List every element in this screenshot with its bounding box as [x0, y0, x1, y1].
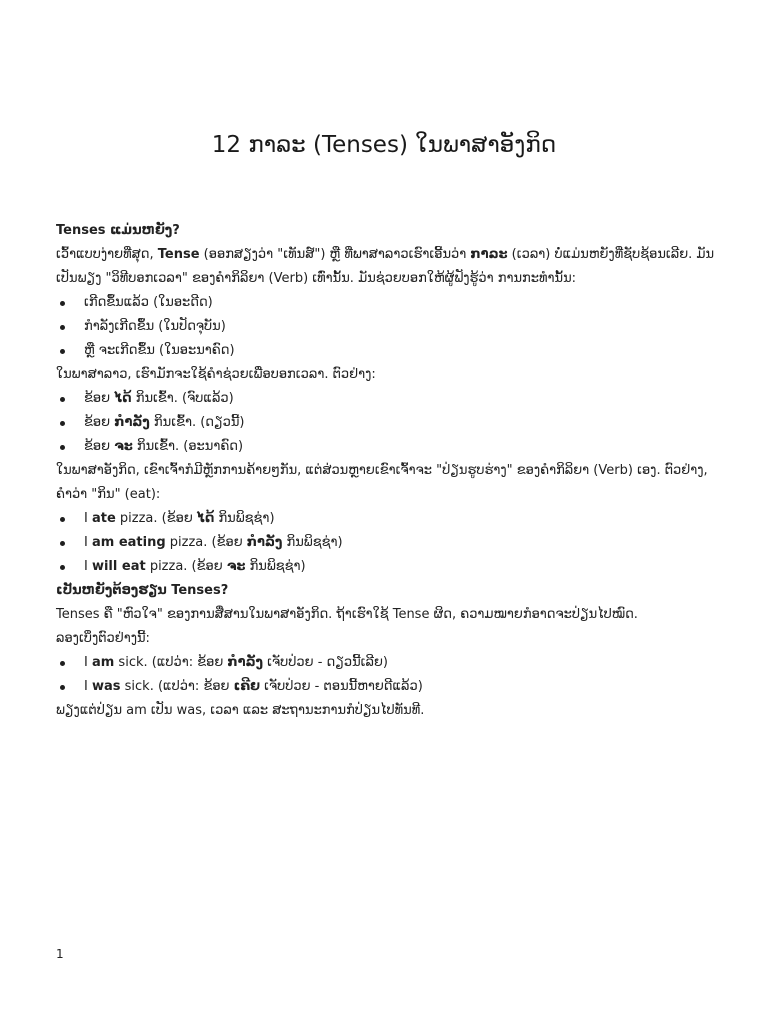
text-run: ເຈັບປ່ວຍ - ດຽວນີ້ເລີຍ) — [263, 655, 388, 670]
bullet-icon — [60, 685, 65, 690]
text-run: I — [84, 511, 92, 526]
bullet-icon — [60, 445, 65, 450]
bold-text: was — [91, 679, 121, 694]
text-run: pizza. (ຂ້ອຍ — [115, 511, 197, 526]
bold-text: Tense — [157, 247, 200, 262]
bold-text: ກຳລັງ — [227, 655, 264, 670]
text-run: ກິນພິຊຊ່າ) — [245, 559, 306, 574]
text-run: ໃນພາສາອັງກິດ, ເຂົາເຈົ້າກໍມີຫຼັກການຄ້າຍໆກັນ, ແຕ່ສ່ວນຫຼາຍເຂົາເຈົ້າຈະ "ປ່ຽນຮູບຮ່າງ" ຂອງຄຳກິລິຍາ (Verb) ເອງ. ຕົວຢ່າງ, ຄຳວ່າ "ກິນ" (eat): — [56, 463, 708, 502]
text-run: pizza. (ຂ້ອຍ — [165, 535, 247, 550]
list-item — [56, 387, 726, 411]
list-item — [56, 507, 726, 531]
text-run: (ເວລາ) ບໍ່ແມ່ນຫຍັງທີ່ຊັບຊ້ອນເລີຍ. ມັນເປັນພຽງ "ວິທີບອກເວລາ" ຂອງຄຳກິລິຍາ (Verb) ເທົ່ານັ້ນ. ມັນຊ່ວຍບອກໃຫ້ຜູ້ຟັງຮູ້ວ່າ ການກະທຳນັ້ນ: — [56, 247, 715, 286]
why-paragraph — [56, 603, 726, 627]
english-example-intro — [56, 459, 726, 507]
bold-text: am — [91, 655, 115, 670]
page-number: 1 — [56, 947, 64, 961]
text-run: ກິນເຂົ້າ. (ອະນາຄົດ) — [132, 439, 244, 454]
text-run: ຂ້ອຍ — [84, 415, 115, 430]
intro-paragraph — [56, 243, 726, 291]
list-item — [56, 411, 726, 435]
bold-text: ກຳລັງ — [114, 415, 150, 430]
text-run: sick. (ແປວ່າ: ຂ້ອຍ — [114, 655, 228, 670]
bold-text: will eat — [91, 559, 146, 574]
bold-text: ຈະ — [226, 559, 246, 574]
text-run: I — [84, 559, 92, 574]
text-run: ຂ້ອຍ — [84, 391, 115, 406]
bold-text: ຈະ — [114, 439, 133, 454]
bullet-icon — [60, 397, 65, 402]
bold-text: ກຳລັງ — [246, 535, 283, 550]
bullet-icon — [60, 301, 65, 306]
bold-text: ໄດ້ — [196, 511, 215, 526]
conclusion-paragraph — [56, 699, 726, 723]
bold-text: ເຄີຍ — [233, 679, 260, 694]
text-run: I — [84, 655, 92, 670]
bullet-icon — [60, 565, 65, 570]
bold-text: ກາລະ — [470, 247, 508, 262]
section-heading-why-learn: ເປັນຫຍັງຕ້ອງຮຽນ Tenses? — [56, 583, 229, 598]
document-body — [56, 219, 726, 723]
text-run: ກິນພິຊຊ່າ) — [282, 535, 343, 550]
bold-text: am eating — [91, 535, 166, 550]
example-lead — [56, 627, 726, 651]
bold-text: ໄດ້ — [114, 391, 132, 406]
list-item — [56, 291, 726, 315]
list-item — [56, 339, 726, 363]
time-list — [56, 291, 726, 363]
text-run: ພຽງແຕ່ປ່ຽນ am ເປັນ was, ເວລາ ແລະ ສະຖານະການກໍປ່ຽນໄປທັນທີ. — [56, 703, 425, 718]
list-item — [56, 531, 726, 555]
text-run: ເຈັບປ່ວຍ - ຕອນນີ້ຫາຍດີແລ້ວ) — [259, 679, 423, 694]
list-item — [56, 675, 726, 699]
text-run: ກິນພິຊຊ່າ) — [214, 511, 275, 526]
lao-example-intro — [56, 363, 726, 387]
section-heading-what-are-tenses: Tenses ແມ່ນຫຍັງ? — [56, 223, 180, 238]
text-run: I — [84, 679, 92, 694]
list-item — [56, 435, 726, 459]
text-run: ຫຼື ຈະເກີດຂຶ້ນ (ໃນອະນາຄົດ) — [84, 343, 235, 358]
bullet-icon — [60, 661, 65, 666]
text-run: I — [84, 535, 92, 550]
bullet-icon — [60, 421, 65, 426]
text-run: ກິນເຂົ້າ. (ດຽວນີ້) — [149, 415, 245, 430]
list-item — [56, 315, 726, 339]
bold-text: ate — [91, 511, 116, 526]
page-title: 12 ກາລະ (Tenses) ໃນພາສາອັງກິດ — [211, 132, 557, 158]
bullet-icon — [60, 541, 65, 546]
text-run: ລອງເບິ່ງຕົວຢ່າງນີ້: — [56, 631, 150, 646]
text-run: ກຳລັງເກີດຂຶ້ນ (ໃນປັດຈຸບັນ) — [84, 319, 226, 334]
text-run: sick. (ແປວ່າ: ຂ້ອຍ — [120, 679, 234, 694]
text-run: ຂ້ອຍ — [84, 439, 115, 454]
bullet-icon — [60, 517, 65, 522]
bullet-icon — [60, 325, 65, 330]
lao-example-list — [56, 387, 726, 459]
text-run: ໃນພາສາລາວ, ເຮົາມັກຈະໃຊ້ຄຳຊ່ວຍເພື່ອບອກເວລາ. ຕົວຢ່າງ: — [56, 367, 376, 382]
list-item — [56, 555, 726, 579]
text-run: ກິນເຂົ້າ. (ຈົບແລ້ວ) — [131, 391, 234, 406]
text-run: (ອອກສຽງວ່າ "ເທັນສ໌") ຫຼື ທີ່ພາສາລາວເຮົາເອີ້ນວ່າ — [199, 247, 471, 262]
list-item — [56, 651, 726, 675]
text-run: pizza. (ຂ້ອຍ — [145, 559, 227, 574]
sick-example-list — [56, 651, 726, 699]
bullet-icon — [60, 349, 65, 354]
text-run: ເກີດຂຶ້ນແລ້ວ (ໃນອະດີດ) — [84, 295, 213, 310]
text-run: ເວົ້າແບບງ່າຍທີ່ສຸດ, — [56, 247, 158, 262]
text-run: Tenses ຄື "ຫົວໃຈ" ຂອງການສື່ສານໃນພາສາອັງກິດ. ຖ້າເຮົາໃຊ້ Tense ຜິດ, ຄວາມໝາຍກໍອາດຈະປ່ຽນໄປໝົດ. — [56, 607, 638, 622]
english-example-list — [56, 507, 726, 579]
